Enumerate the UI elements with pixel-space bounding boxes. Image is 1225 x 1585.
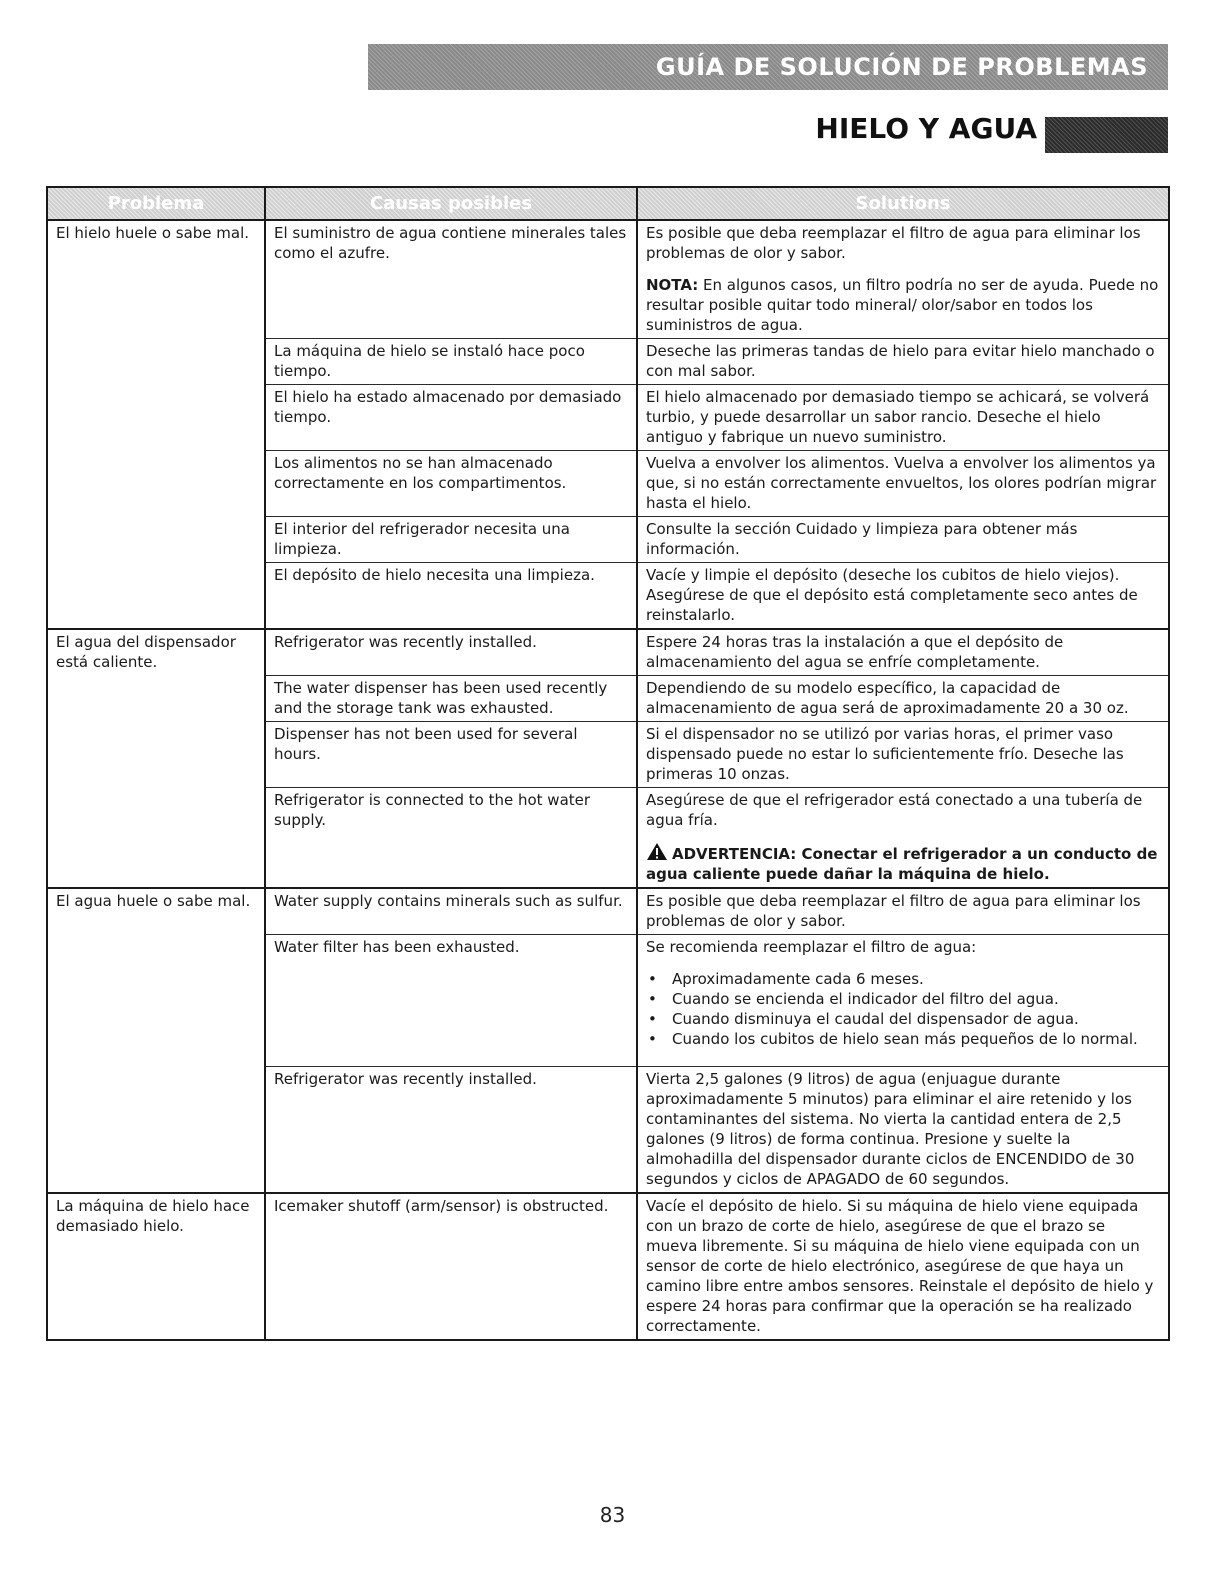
bullet-list [646,969,1160,1049]
solution-cell: Vierta 2,5 galones (9 litros) de agua (enjuague durante aproximadamente 5 minutos) para eliminar el aire retenido y los contaminantes del sistema. No vierta la cantidad entera de 2,5 galones (9 litros) de forma continua. Presione y suelte la almohadilla del dispensador durante ciclos de ENCENDIDO de 30 segundos y ciclos de APAGADO de 60 segundos. [637,1067,1169,1194]
cause-cell: Refrigerator was recently installed. [265,629,637,676]
header-problem: Problema [47,187,265,220]
cause-cell: Refrigerator is connected to the hot water supply. [265,788,637,889]
cause-cell: The water dispenser has been used recently and the storage tank was exhausted. [265,676,637,722]
solution-cell: Vacíe el depósito de hielo. Si su máquina de hielo viene equipada con un brazo de corte de hielo, asegúrese de que el brazo se mueva libremente. Si su máquina de hielo viene equipada con un sensor de corte de hielo electrónico, asegúrese de que haya un camino libre entre ambos sensores. Reinstale el depósito de hielo y espere 24 horas para confirmar que la operación se ha realizado correctamente. [637,1193,1169,1340]
solution-text: Es posible que deba reemplazar el filtro de agua para eliminar los problemas de olor y sabor. [646,224,1141,262]
header-solutions: Solutions [637,187,1169,220]
bullet-item: • Cuando los cubitos de hielo sean más pequeños de lo normal. [646,1029,1160,1049]
problem-cell: El agua huele o sabe mal. [47,888,265,1193]
section-banner [368,44,1168,90]
bullet-item: • Cuando se encienda el indicador del filtro del agua. [646,989,1160,1009]
cause-cell: Icemaker shutoff (arm/sensor) is obstructed. [265,1193,637,1340]
solution-cell [637,220,1169,339]
note-paragraph [646,275,1160,335]
page-number: 83 [599,1503,626,1527]
note-label: NOTA: [646,276,699,294]
solution-cell [637,788,1169,889]
bullet-item: • Aproximadamente cada 6 meses. [646,969,1160,989]
solution-cell: Si el dispensador no se utilizó por varias horas, el primer vaso dispensado puede no estar lo suficientemente frío. Deseche las primeras 10 onzas. [637,722,1169,788]
cause-cell: El suministro de agua contiene minerales tales como el azufre. [265,220,637,339]
cause-cell: Water filter has been exhausted. [265,935,637,1067]
problem-cell: El agua del dispensador está caliente. [47,629,265,888]
header-causes: Causas posibles [265,187,637,220]
warning-paragraph [646,842,1160,884]
cause-cell: El depósito de hielo necesita una limpieza. [265,563,637,630]
cause-cell: El interior del refrigerador necesita una limpieza. [265,517,637,563]
cause-cell: Dispenser has not been used for several hours. [265,722,637,788]
table-row [47,1193,1169,1340]
problem-cell: La máquina de hielo hace demasiado hielo. [47,1193,265,1340]
solution-cell: Es posible que deba reemplazar el filtro de agua para eliminar los problemas de olor y sabor. [637,888,1169,935]
section-title-block [1045,117,1168,153]
warning-label: ADVERTENCIA: [672,845,797,863]
warning-icon [646,842,668,861]
solution-cell: Dependiendo de su modelo específico, la capacidad de almacenamiento de agua será de aproximadamente 20 a 30 oz. [637,676,1169,722]
solution-cell: Consulte la sección Cuidado y limpieza para obtener más información. [637,517,1169,563]
warning-text: Conectar el refrigerador a un conducto de agua caliente puede dañar la máquina de hielo. [646,845,1158,883]
bullet-item: • Cuando disminuya el caudal del dispensador de agua. [646,1009,1160,1029]
table-row [47,888,1169,935]
solution-cell [637,935,1169,1067]
cause-cell: La máquina de hielo se instaló hace poco tiempo. [265,339,637,385]
cause-cell: El hielo ha estado almacenado por demasiado tiempo. [265,385,637,451]
solution-cell: El hielo almacenado por demasiado tiempo se achicará, se volverá turbio, y puede desarrollar un sabor rancio. Deseche el hielo antiguo y fabrique un nuevo suministro. [637,385,1169,451]
solution-text: Asegúrese de que el refrigerador está conectado a una tubería de agua fría. [646,791,1143,829]
section-title: HIELO Y AGUA [815,112,1037,145]
solution-cell: Deseche las primeras tandas de hielo para evitar hielo manchado o con mal sabor. [637,339,1169,385]
troubleshooting-table [46,186,1170,1341]
note-text: En algunos casos, un filtro podría no ser de ayuda. Puede no resultar posible quitar todo mineral/ olor/sabor en todos los suministros de agua. [646,276,1159,334]
cause-cell: Refrigerator was recently installed. [265,1067,637,1194]
table-header-row [47,187,1169,220]
table-row [47,629,1169,676]
table-row [47,220,1169,339]
solution-cell: Vacíe y limpie el depósito (deseche los cubitos de hielo viejos). Asegúrese de que el depósito está completamente seco antes de reinstalarlo. [637,563,1169,630]
cause-cell: Los alimentos no se han almacenado correctamente en los compartimentos. [265,451,637,517]
problem-cell: El hielo huele o sabe mal. [47,220,265,629]
solution-text: Se recomienda reemplazar el filtro de agua: [646,938,977,956]
banner-title: GUÍA DE SOLUCIÓN DE PROBLEMAS [655,53,1148,81]
solution-cell: Espere 24 horas tras la instalación a que el depósito de almacenamiento del agua se enfríe completamente. [637,629,1169,676]
cause-cell: Water supply contains minerals such as sulfur. [265,888,637,935]
solution-cell: Vuelva a envolver los alimentos. Vuelva a envolver los alimentos ya que, si no están correctamente envueltos, los olores podrían migrar hasta el hielo. [637,451,1169,517]
